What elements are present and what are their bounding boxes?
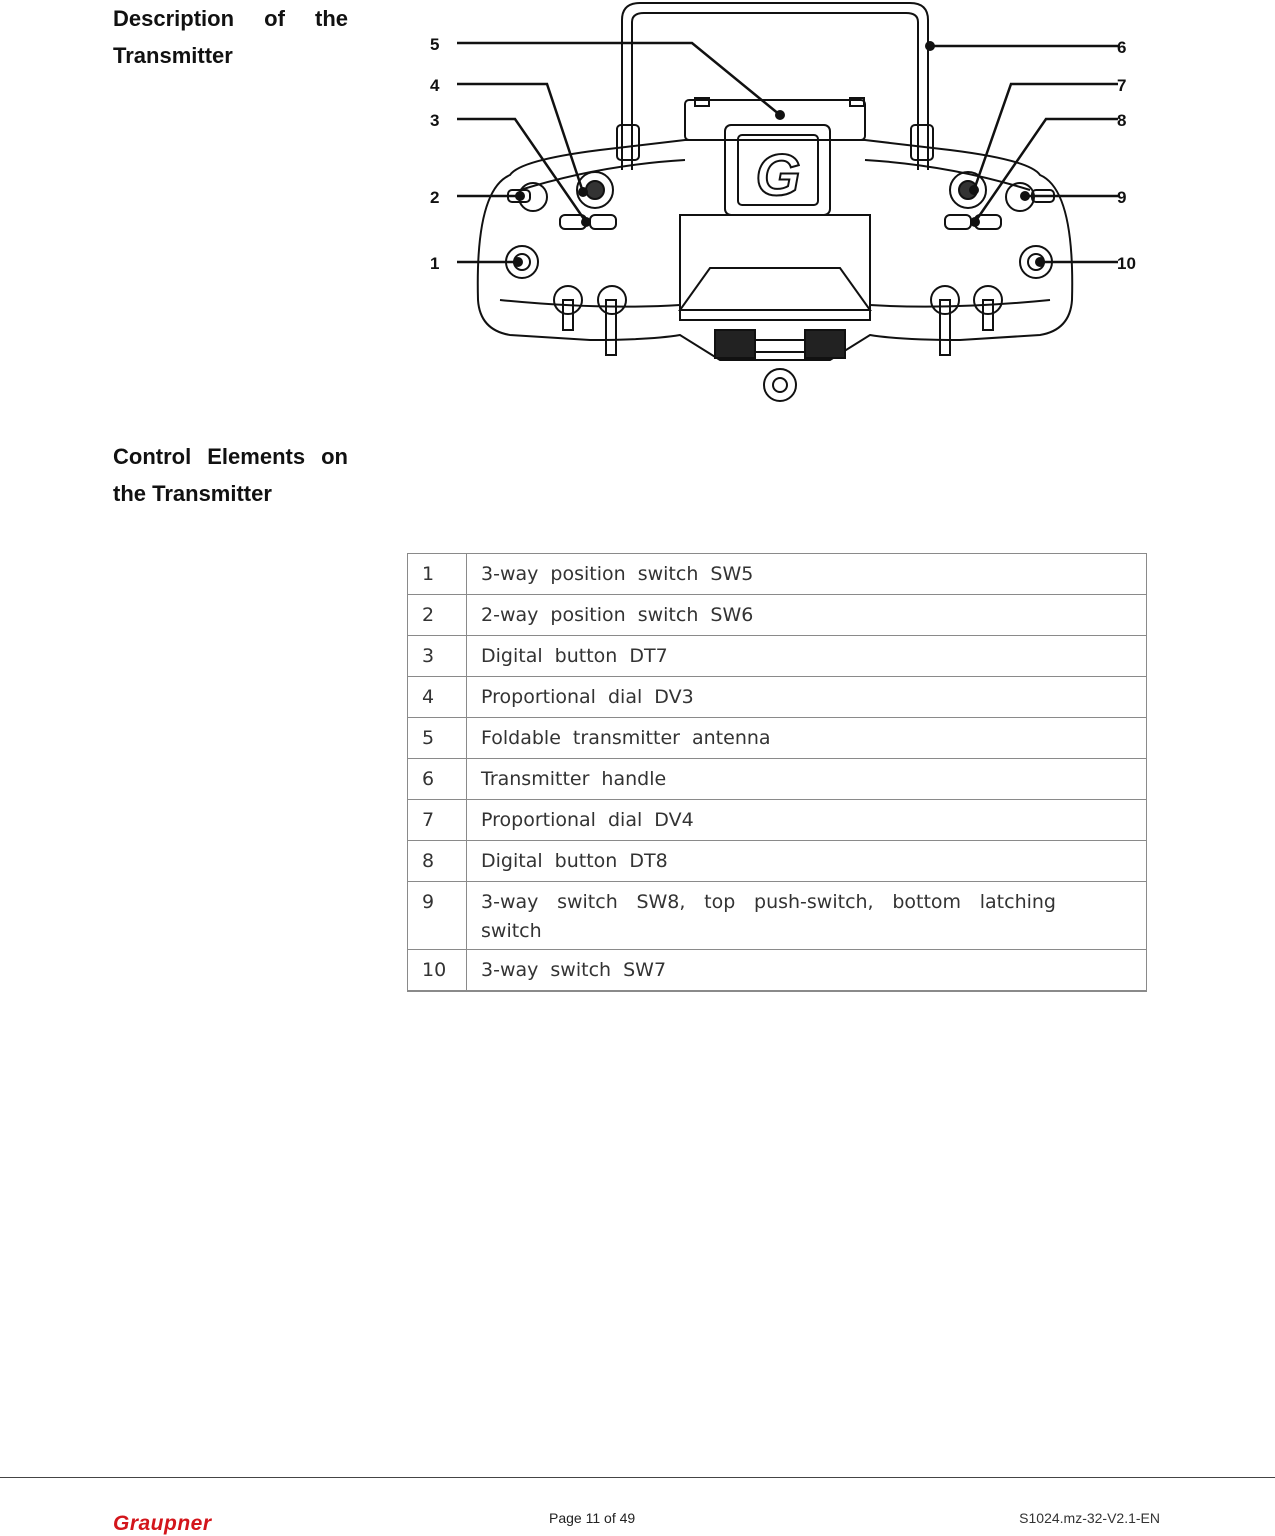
- table-row: [408, 950, 1147, 991]
- row-number: 5: [408, 718, 467, 759]
- row-description: 3-way position switch SW5: [467, 554, 1147, 595]
- brand-g-logo: G: [755, 143, 801, 208]
- callout-7: 7: [1117, 76, 1127, 95]
- row-number: 7: [408, 800, 467, 841]
- row-description: Digital button DT8: [467, 841, 1147, 882]
- row-number: 9: [408, 882, 467, 950]
- table-row: [408, 636, 1147, 677]
- controls-table: [407, 553, 1147, 992]
- row-number: 4: [408, 677, 467, 718]
- row-number: 3: [408, 636, 467, 677]
- row-description: 3-way switch SW7: [467, 950, 1147, 991]
- row-description: Digital button DT7: [467, 636, 1147, 677]
- row-number: 6: [408, 759, 467, 800]
- page-number: Page 11 of 49: [549, 1510, 636, 1526]
- table-row: [408, 800, 1147, 841]
- table-row: [408, 595, 1147, 636]
- table-row: [408, 718, 1147, 759]
- graupner-logo: Graupner: [113, 1512, 212, 1535]
- callout-4: 4: [430, 76, 440, 95]
- transmitter-diagram: [400, 0, 1180, 410]
- callout-8: 8: [1117, 111, 1127, 130]
- row-description: Proportional dial DV3: [467, 677, 1147, 718]
- callout-5: 5: [430, 35, 440, 54]
- table-row: [408, 841, 1147, 882]
- row-number: 1: [408, 554, 467, 595]
- callout-9: 9: [1117, 188, 1127, 207]
- row-description: 3-way switch SW8, top push-switch, bottom latching switch: [467, 882, 1147, 950]
- row-number: 8: [408, 841, 467, 882]
- footer-rule: [0, 1477, 1275, 1478]
- row-description: Foldable transmitter antenna: [467, 718, 1147, 759]
- table-row: [408, 759, 1147, 800]
- description-heading: Description of the Transmitter: [113, 6, 348, 68]
- controls-heading: Control Elements on the Transmitter: [113, 444, 348, 506]
- callout-6: 6: [1117, 38, 1127, 57]
- table-row: [408, 554, 1147, 595]
- callout-3: 3: [430, 111, 440, 130]
- row-number: 10: [408, 950, 467, 991]
- row-description: 2-way position switch SW6: [467, 595, 1147, 636]
- callout-1: 1: [430, 254, 440, 273]
- callout-10: 10: [1117, 254, 1136, 273]
- callout-2: 2: [430, 188, 440, 207]
- table-row: [408, 882, 1147, 950]
- row-description: Transmitter handle: [467, 759, 1147, 800]
- row-description: Proportional dial DV4: [467, 800, 1147, 841]
- row-number: 2: [408, 595, 467, 636]
- table-row: [408, 677, 1147, 718]
- document-code: S1024.mz-32-V2.1-EN: [1019, 1510, 1160, 1526]
